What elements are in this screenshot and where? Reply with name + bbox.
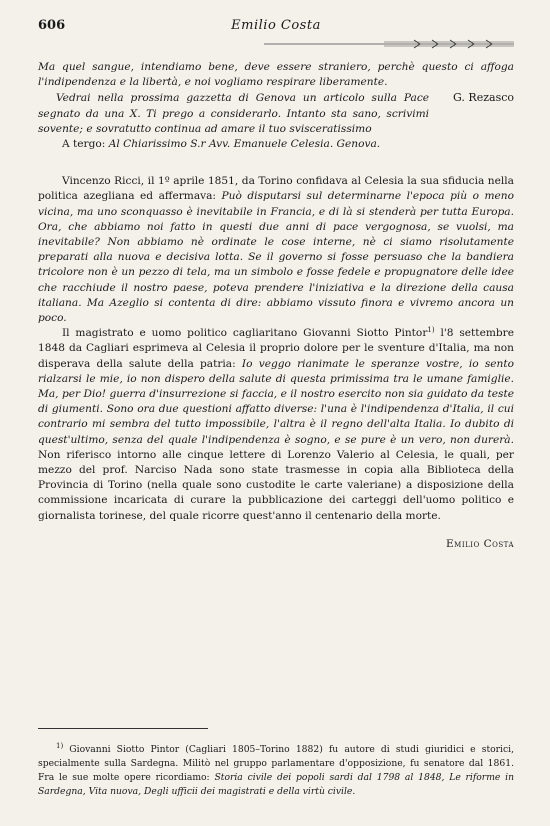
letter-excerpt bbox=[38, 60, 514, 152]
footnote bbox=[38, 743, 514, 799]
letter-closing bbox=[38, 90, 514, 137]
address-label: A tergo: bbox=[62, 138, 106, 151]
page-header bbox=[38, 18, 514, 40]
footnote-marker: 1) bbox=[56, 742, 64, 750]
paragraph-text: Vincenzo Ricci, il 1º aprile 1851, da Torino confidava al Celesia la sua sfiducia nella politica azegliana ed affermava: bbox=[38, 175, 514, 203]
paragraph-text: Il magistrato e uomo politico cagliaritano Giovanni Siotto Pintor bbox=[62, 327, 428, 340]
letter-signature: G. Rezasco bbox=[453, 91, 514, 105]
quoted-text: Io veggo rianimate le speranze vostre, io sento rialzarsi le mie, io non dispero della salute di questa primissima tra le umane famiglie. Ma, per Dio! guerra d'insurrezione si faccia, e il nostro esercito non sia guidato da teste di giumenti. Sono ora due questioni affatto diverse: l'una è l'indipendenza d'Italia, il cui contrario mi sembra del tutto impossibile, l'altra è il regno dell'alta Italia. Io dubito di quest'ultimo, senza del quale l'indipendenza è sogno, e se pure è un vero, non durerà. bbox=[38, 357, 514, 446]
address-text: Al Chiarissimo S.r Avv. Emanuele Celesia. Genova. bbox=[108, 138, 381, 151]
footnote-body: Giovanni Siotto Pintor (Cagliari 1805–Torino 1882) fu autore di studi giuridici e storici, specialmente sulla Sardegna. Militò nel gruppo parlamentare d'opposizione, fu senatore dal 1861. Fra le sue molte opere ricordiamo: bbox=[38, 744, 514, 783]
author-name: Emilio Costa bbox=[446, 537, 514, 550]
letter-paragraph: Vedrai nella prossima gazzetta di Genova un articolo sulla Pace segnato da una X. Ti prego a considerarlo. Intanto sta sano, scrivimi sovente; e sovratutto continua ad amare il tuo svisceratissimo bbox=[38, 92, 430, 135]
paragraph-text: Non riferisco intorno alle cinque lettere di Lorenzo Valerio al Celesia, le quali, per mezzo del prof. Narciso Nada sono state trasmesse in copia alla Biblioteca della Provincia di Torino (nella quale sono custodite le carte valeriane) a disposizione della commissione incaricata di curare la pubblicazione dei carteggi dell'uomo politico e giornalista torinese, del quale ricorre quest'anno il centenario della morte. bbox=[38, 448, 514, 522]
paragraph-ricci bbox=[38, 174, 514, 326]
page bbox=[38, 18, 514, 552]
article-body bbox=[38, 174, 514, 552]
decorative-ornament bbox=[264, 38, 514, 50]
letter-paragraph: Ma quel sangue, intendiamo bene, deve essere straniero, perchè questo ci affoga l'indipendenza e la libertà, e noi vogliamo respirare liberamente. bbox=[38, 61, 514, 89]
address-line bbox=[38, 137, 514, 152]
page-number: 606 bbox=[38, 18, 66, 33]
quoted-text: Può disputarsi sul determinarne l'epoca più o meno vicina, ma uno sconquasso è inevitabile in Francia, e di là si stenderà per tutta Europa. Ora, che abbiamo noi fatto in questi due anni di pace vergognosa, se vuolsi, ma inevitabile? Non abbiamo nè ordinate le cose interne, nè ci siamo risolutamente preparati alla nuova e decisiva lotta. Se il governo si fosse persuaso che la bandiera tricolore non è un pezzo di tela, ma un simbolo e fosse fedele e propugnatore delle idee che racchiude il nostro paese, poteva prendere l'iniziativa e la direzione della causa italiana. Ma Azeglio si contenta di dire: abbiamo vissuto finora e vivremo ancora un poco. bbox=[38, 190, 515, 325]
footnote-titles: Storia civile dei popoli sardi dal 1798 al 1848, Le riforme in Sardegna, Vita nuova, Degli ufficii dei magistrati e della virtù civile. bbox=[38, 772, 514, 797]
footnote-divider bbox=[38, 728, 208, 729]
paragraph-siotto-pintor bbox=[38, 326, 514, 524]
paragraph-text: l'8 settembre 1848 da Cagliari esprimeva al Celesia il proprio dolore per le sventure d'Italia, ma non disperava della salute della patria: bbox=[38, 327, 514, 370]
footnote-reference: 1) bbox=[427, 326, 435, 335]
footnote-text bbox=[38, 743, 514, 799]
running-title: Emilio Costa bbox=[231, 18, 321, 33]
